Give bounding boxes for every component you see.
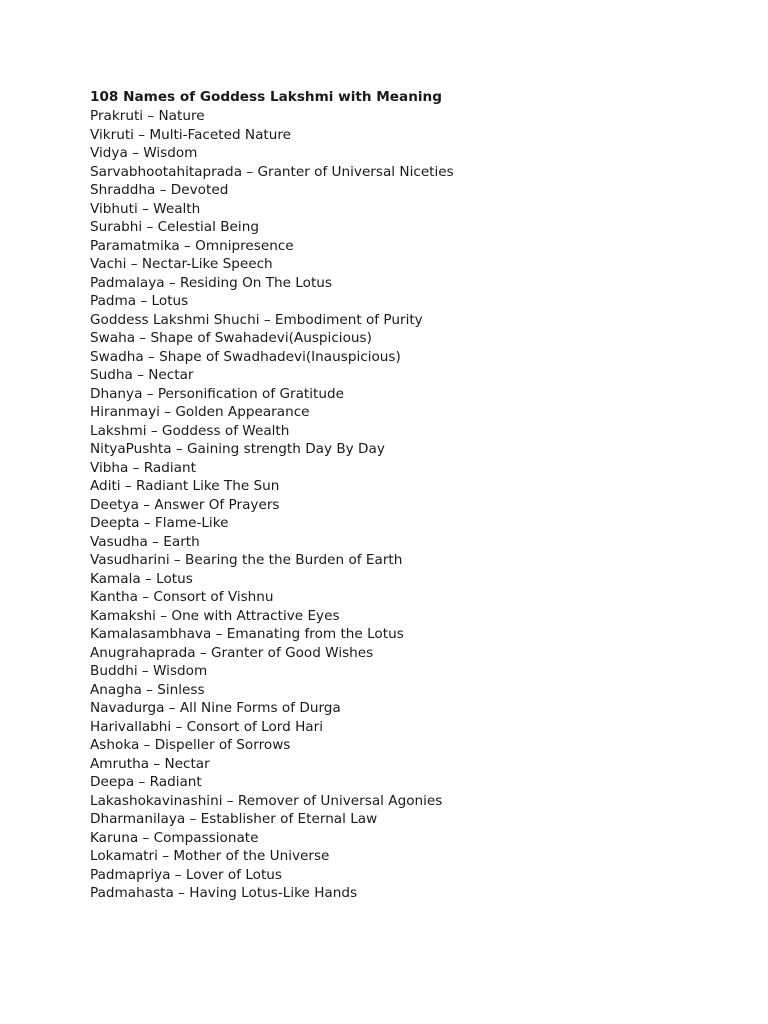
name-entry: Navadurga – All Nine Forms of Durga (90, 700, 341, 716)
name-entry: Deepa – Radiant (90, 774, 202, 790)
name-entry: Buddhi – Wisdom (90, 663, 208, 679)
name-entry: Anagha – Sinless (90, 681, 205, 698)
name-entry: Kamala – Lotus (90, 570, 193, 587)
name-entry: Anugrahaprada – Granter of Good Wishes (90, 644, 374, 661)
name-entry: Vidya – Wisdom (90, 145, 198, 161)
names-list (90, 107, 690, 903)
name-entry: Kamakshi – One with Attractive Eyes (90, 607, 340, 624)
name-entry: Padmapriya – Lover of Lotus (90, 866, 282, 883)
name-entry: Padmahasta – Having Lotus-Like Hands (90, 885, 358, 901)
name-entry: Shraddha – Devoted (90, 182, 229, 198)
name-entry: Deepta – Flame-Like (90, 515, 229, 531)
name-entry: Swaha – Shape of Swahadevi(Auspicious) (90, 330, 372, 346)
name-entry: Prakruti – Nature (90, 108, 205, 124)
name-entry: Lakashokavinashini – Remover of Universal Agonies (90, 792, 443, 809)
name-entry: NityaPushta – Gaining strength Day By Day (90, 441, 385, 457)
name-entry: Ashoka – Dispeller of Sorrows (90, 737, 291, 753)
name-entry: Swadha – Shape of Swadhadevi(Inauspicious) (90, 348, 401, 365)
name-entry: Hiranmayi – Golden Appearance (90, 404, 310, 420)
document-title: 108 Names of Goddess Lakshmi with Meaning (90, 89, 442, 105)
name-entry: Vibha – Radiant (90, 459, 196, 476)
name-entry: Paramatmika – Omnipresence (90, 237, 294, 254)
name-entry: Sudha – Nectar (90, 367, 194, 383)
name-entry: Lokamatri – Mother of the Universe (90, 848, 330, 864)
name-entry: Padma – Lotus (90, 293, 189, 309)
name-entry: Vasudha – Earth (90, 533, 200, 550)
name-entry: Kamalasambhava – Emanating from the Lotus (90, 626, 404, 642)
name-entry: Deetya – Answer Of Prayers (90, 496, 280, 513)
name-entry: Sarvabhootahitaprada – Granter of Universal Niceties (90, 163, 454, 180)
name-entry: Dharmanilaya – Establisher of Eternal Law (90, 811, 378, 827)
name-entry: Vachi – Nectar-Like Speech (90, 256, 273, 272)
name-entry: Goddess Lakshmi Shuchi – Embodiment of Purity (90, 311, 423, 328)
name-entry: Vibhuti – Wealth (90, 200, 201, 217)
name-entry: Harivallabhi – Consort of Lord Hari (90, 718, 323, 735)
document-content (90, 88, 690, 903)
name-entry: Vasudharini – Bearing the the Burden of Earth (90, 552, 403, 568)
name-entry: Lakshmi – Goddess of Wealth (90, 422, 290, 439)
name-entry: Aditi – Radiant Like The Sun (90, 478, 280, 494)
name-entry: Surabhi – Celestial Being (90, 219, 259, 235)
name-entry: Kantha – Consort of Vishnu (90, 589, 274, 605)
name-entry: Padmalaya – Residing On The Lotus (90, 274, 332, 291)
name-entry: Vikruti – Multi-Faceted Nature (90, 126, 292, 143)
name-entry: Amrutha – Nectar (90, 755, 210, 772)
name-entry: Dhanya – Personification of Gratitude (90, 385, 344, 402)
name-entry: Karuna – Compassionate (90, 829, 259, 846)
